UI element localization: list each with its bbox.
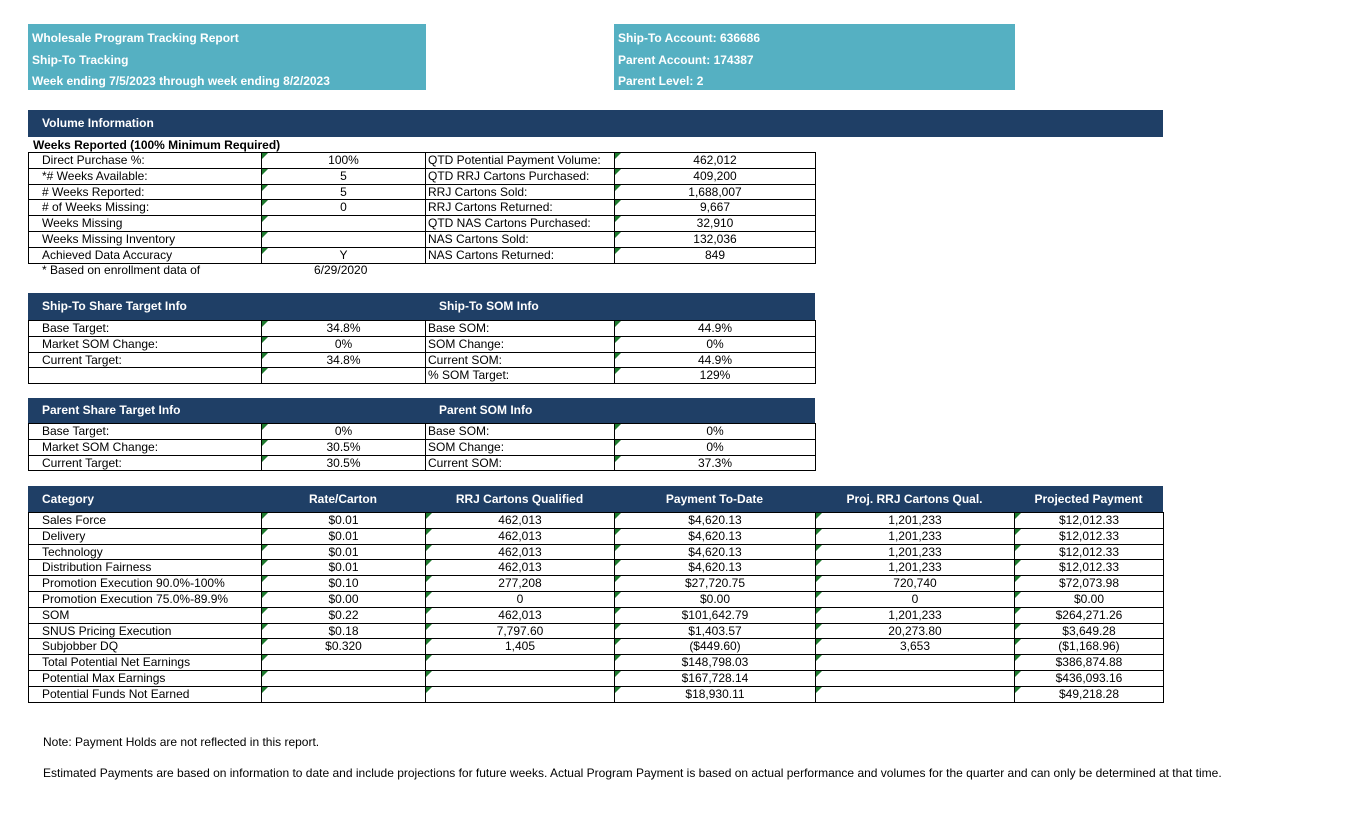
table-row	[29, 513, 1164, 529]
row-label-secondary: QTD Potential Payment Volume:	[426, 153, 615, 169]
proj-rrj-cell	[816, 670, 1015, 686]
col-header-projected-payment: Projected Payment	[1034, 492, 1143, 506]
row-value-secondary: 409,200	[615, 168, 816, 184]
row-label: Market SOM Change:	[29, 439, 262, 455]
parent-share-band	[28, 398, 815, 423]
report-subtitle: Ship-To Tracking	[32, 52, 129, 67]
payment-to-date-cell: $4,620.13	[615, 513, 816, 529]
parent-account: Parent Account: 174387	[618, 52, 754, 67]
col-header-payment-to-date: Payment To-Date	[665, 492, 764, 506]
projected-payment-cell: $0.00	[1015, 591, 1164, 607]
proj-rrj-cell	[816, 686, 1015, 702]
table-row	[29, 528, 1164, 544]
proj-rrj-cell: 1,201,233	[816, 513, 1015, 529]
row-value-secondary: 37.3%	[615, 455, 816, 471]
table-row	[29, 321, 816, 337]
row-label-secondary: SOM Change:	[426, 439, 615, 455]
rate-cell: $0.320	[262, 639, 426, 655]
row-label-secondary: NAS Cartons Returned:	[426, 247, 615, 263]
enrollment-date: 6/29/2020	[314, 263, 368, 277]
row-value-secondary: 0%	[615, 424, 816, 440]
parent-share-table	[28, 423, 816, 471]
payment-to-date-cell: $148,798.03	[615, 655, 816, 671]
rrj-qualified-cell: 462,013	[426, 544, 615, 560]
category-cell: Technology	[29, 544, 262, 560]
row-label: Current Target:	[29, 352, 262, 368]
row-value: 0%	[262, 336, 426, 352]
table-row	[29, 455, 816, 471]
row-label-secondary: % SOM Target:	[426, 368, 615, 384]
payment-to-date-cell: $18,930.11	[615, 686, 816, 702]
row-label-secondary: QTD RRJ Cartons Purchased:	[426, 168, 615, 184]
col-header-proj-rrj: Proj. RRJ Cartons Qual.	[846, 492, 983, 506]
row-label	[29, 368, 262, 384]
table-row	[29, 576, 1164, 592]
payment-to-date-cell: $4,620.13	[615, 544, 816, 560]
row-value-secondary: 1,688,007	[615, 184, 816, 200]
table-row	[29, 639, 1164, 655]
payment-to-date-cell: $4,620.13	[615, 560, 816, 576]
row-label: Direct Purchase %:	[29, 153, 262, 169]
projected-payment-cell: $12,012.33	[1015, 560, 1164, 576]
rate-cell	[262, 670, 426, 686]
category-cell: Total Potential Net Earnings	[29, 655, 262, 671]
rate-cell: $0.01	[262, 560, 426, 576]
rate-cell: $0.01	[262, 528, 426, 544]
payment-to-date-cell: ($449.60)	[615, 639, 816, 655]
row-value: 34.8%	[262, 321, 426, 337]
rrj-qualified-cell	[426, 686, 615, 702]
payments-header-band	[28, 486, 1163, 512]
proj-rrj-cell: 20,273.80	[816, 623, 1015, 639]
proj-rrj-cell: 1,201,233	[816, 544, 1015, 560]
row-label-secondary: QTD NAS Cartons Purchased:	[426, 216, 615, 232]
volume-band	[28, 110, 1163, 137]
table-row	[29, 607, 1164, 623]
row-value-secondary: 0%	[615, 336, 816, 352]
payment-to-date-cell: $167,728.14	[615, 670, 816, 686]
row-label: Base Target:	[29, 321, 262, 337]
category-cell: Delivery	[29, 528, 262, 544]
enrollment-note	[42, 263, 602, 277]
row-label-secondary: Current SOM:	[426, 455, 615, 471]
rrj-qualified-cell: 462,013	[426, 528, 615, 544]
table-row	[29, 439, 816, 455]
row-value-secondary: 129%	[615, 368, 816, 384]
rrj-qualified-cell	[426, 670, 615, 686]
row-label: Base Target:	[29, 424, 262, 440]
row-label-secondary: RRJ Cartons Sold:	[426, 184, 615, 200]
parent-level: Parent Level: 2	[618, 74, 704, 89]
row-value-secondary: 9,667	[615, 200, 816, 216]
shipto-share-table	[28, 320, 816, 384]
table-row	[29, 544, 1164, 560]
col-header-rate: Rate/Carton	[308, 492, 377, 506]
projected-payment-cell: $264,271.26	[1015, 607, 1164, 623]
estimated-payments-note: Estimated Payments are based on information to date and include projections for future weeks. Actual Program Payment is based on actual performance and volumes for the quarter and can only be determined at that time.	[43, 766, 1222, 780]
row-value	[262, 368, 426, 384]
projected-payment-cell: $436,093.16	[1015, 670, 1164, 686]
proj-rrj-cell: 1,201,233	[816, 607, 1015, 623]
row-value: 34.8%	[262, 352, 426, 368]
row-value: 0	[262, 200, 426, 216]
shipto-share-band	[28, 293, 815, 320]
category-cell: Promotion Execution 75.0%-89.9%	[29, 591, 262, 607]
report-period: Week ending 7/5/2023 through week ending 8/2/2023	[32, 74, 330, 89]
row-label: # of Weeks Missing:	[29, 200, 262, 216]
row-value: 5	[262, 168, 426, 184]
table-row	[29, 560, 1164, 576]
report-header	[28, 24, 426, 90]
shipto-som-title: Ship-To SOM Info	[439, 299, 539, 313]
rate-cell: $0.18	[262, 623, 426, 639]
parent-som-title: Parent SOM Info	[439, 403, 533, 417]
volume-table	[28, 152, 816, 264]
row-value-secondary: 462,012	[615, 153, 816, 169]
table-row	[29, 670, 1164, 686]
account-header	[614, 24, 1015, 90]
row-value-secondary: 44.9%	[615, 321, 816, 337]
col-header-category: Category	[42, 492, 95, 506]
rate-cell	[262, 655, 426, 671]
row-value: 30.5%	[262, 455, 426, 471]
enrollment-label: * Based on enrollment data of	[42, 263, 201, 277]
volume-subheading: Weeks Reported (100% Minimum Required)	[33, 138, 281, 152]
table-row	[29, 153, 816, 169]
payment-to-date-cell: $1,403.57	[615, 623, 816, 639]
row-value-secondary: 132,036	[615, 231, 816, 247]
proj-rrj-cell: 720,740	[816, 576, 1015, 592]
row-label-secondary: RRJ Cartons Returned:	[426, 200, 615, 216]
payments-table	[28, 512, 1164, 703]
category-cell: Sales Force	[29, 513, 262, 529]
report-title: Wholesale Program Tracking Report	[32, 31, 239, 45]
category-cell: SOM	[29, 607, 262, 623]
col-header-rrj-qualified: RRJ Cartons Qualified	[455, 492, 584, 506]
row-label: *# Weeks Available:	[29, 168, 262, 184]
table-row	[29, 655, 1164, 671]
rrj-qualified-cell: 7,797.60	[426, 623, 615, 639]
row-label-secondary: NAS Cartons Sold:	[426, 231, 615, 247]
projected-payment-cell: ($1,168.96)	[1015, 639, 1164, 655]
row-label-secondary: Base SOM:	[426, 424, 615, 440]
table-row	[29, 184, 816, 200]
payment-to-date-cell: $101,642.79	[615, 607, 816, 623]
row-value-secondary: 44.9%	[615, 352, 816, 368]
proj-rrj-cell	[816, 655, 1015, 671]
volume-band-title: Volume Information	[42, 116, 154, 130]
proj-rrj-cell: 1,201,233	[816, 528, 1015, 544]
table-row	[29, 231, 816, 247]
row-label: # Weeks Reported:	[29, 184, 262, 200]
rate-cell: $0.00	[262, 591, 426, 607]
projected-payment-cell: $12,012.33	[1015, 528, 1164, 544]
shipto-share-title: Ship-To Share Target Info	[42, 299, 187, 313]
rrj-qualified-cell: 462,013	[426, 560, 615, 576]
projected-payment-cell: $49,218.28	[1015, 686, 1164, 702]
table-row	[29, 336, 816, 352]
payment-to-date-cell: $0.00	[615, 591, 816, 607]
row-value: 5	[262, 184, 426, 200]
category-cell: Potential Max Earnings	[29, 670, 262, 686]
rrj-qualified-cell: 462,013	[426, 607, 615, 623]
row-label-secondary: Current SOM:	[426, 352, 615, 368]
ship-to-account: Ship-To Account: 636686	[618, 31, 761, 45]
rate-cell: $0.22	[262, 607, 426, 623]
row-value: 100%	[262, 153, 426, 169]
row-label-secondary: Base SOM:	[426, 321, 615, 337]
proj-rrj-cell: 0	[816, 591, 1015, 607]
table-row	[29, 168, 816, 184]
table-row	[29, 352, 816, 368]
payment-to-date-cell: $27,720.75	[615, 576, 816, 592]
category-cell: Potential Funds Not Earned	[29, 686, 262, 702]
rrj-qualified-cell: 277,208	[426, 576, 615, 592]
projected-payment-cell: $12,012.33	[1015, 544, 1164, 560]
row-value-secondary: 32,910	[615, 216, 816, 232]
table-row	[29, 216, 816, 232]
table-row	[29, 424, 816, 440]
row-value: Y	[262, 247, 426, 263]
category-cell: Subjobber DQ	[29, 639, 262, 655]
rrj-qualified-cell: 462,013	[426, 513, 615, 529]
row-value-secondary: 849	[615, 247, 816, 263]
table-row	[29, 200, 816, 216]
row-value-secondary: 0%	[615, 439, 816, 455]
table-row	[29, 686, 1164, 702]
rate-cell: $0.10	[262, 576, 426, 592]
rrj-qualified-cell: 0	[426, 591, 615, 607]
row-value	[262, 216, 426, 232]
proj-rrj-cell: 1,201,233	[816, 560, 1015, 576]
category-cell: SNUS Pricing Execution	[29, 623, 262, 639]
table-row	[29, 623, 1164, 639]
projected-payment-cell: $72,073.98	[1015, 576, 1164, 592]
table-row	[29, 247, 816, 263]
rate-cell	[262, 686, 426, 702]
row-label: Market SOM Change:	[29, 336, 262, 352]
rrj-qualified-cell: 1,405	[426, 639, 615, 655]
row-label: Weeks Missing Inventory	[29, 231, 262, 247]
table-row	[29, 368, 816, 384]
row-label: Weeks Missing	[29, 216, 262, 232]
category-cell: Distribution Fairness	[29, 560, 262, 576]
rate-cell: $0.01	[262, 513, 426, 529]
category-cell: Promotion Execution 90.0%-100%	[29, 576, 262, 592]
proj-rrj-cell: 3,653	[816, 639, 1015, 655]
row-value: 0%	[262, 424, 426, 440]
row-label-secondary: SOM Change:	[426, 336, 615, 352]
parent-share-title: Parent Share Target Info	[42, 403, 181, 417]
payment-to-date-cell: $4,620.13	[615, 528, 816, 544]
row-value	[262, 231, 426, 247]
payment-holds-note: Note: Payment Holds are not reflected in this report.	[43, 735, 320, 749]
rate-cell: $0.01	[262, 544, 426, 560]
projected-payment-cell: $3,649.28	[1015, 623, 1164, 639]
projected-payment-cell: $386,874.88	[1015, 655, 1164, 671]
table-row	[29, 591, 1164, 607]
projected-payment-cell: $12,012.33	[1015, 513, 1164, 529]
row-label: Achieved Data Accuracy	[29, 247, 262, 263]
rrj-qualified-cell	[426, 655, 615, 671]
row-value: 30.5%	[262, 439, 426, 455]
row-label: Current Target:	[29, 455, 262, 471]
